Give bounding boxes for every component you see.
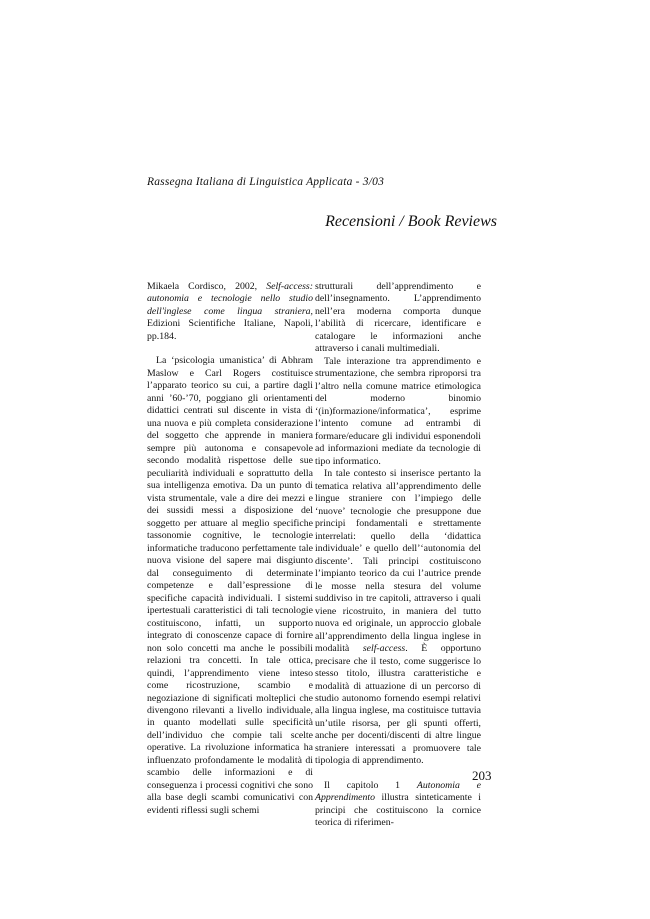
right-paragraph-3-text-a: In tale contesto si inserisce pertanto la tematica relativa all’apprendimento delle lingue straniere con l’impiego delle ‘nuove’ tecnologie che presuppone due principi fondamentali e strettamente interrelati: quello della ‘didattica individuale’ e quello dell’‘autonomia del discente’. Tali principi costituiscono l’impianto teorico da cui l’autrice prende le mosse nella stesura del volume suddiviso in tre capitoli, attraverso i quali viene ricostruito, in maniera del tutto nuova ed originale, un approccio globale all’apprendimento della lingua inglese in modalità	[315, 468, 481, 655]
left-paragraph-1: La ‘psicologia umanistica’ di Abhram Maslow e Carl Rogers costituisce l’apparato teorico su cui, a partire dagli anni ’60-’70, poggiano gli orientamenti didattici centrati sul discente in vista di una nuova e più completa considerazione del soggetto che apprende in maniera sempre più autonoma e consapevole secondo modalità rispettose delle sue peculiarità individuali e soprattutto della sua intelligenza emotiva. Da un punto di vista strumentale, vale a dire dei mezzi e dei sussidi messi a disposizione del soggetto per attuare al meglio specifiche tassonomie cognitive, le tecnologie informatiche traducono perfettamente tale nuova visione del sapere mai disgiunto dal conseguimento di determinate competenze e dall’espressione di specifiche capacità individuali. I sistemi ipertestuali caratteristici di tali tecnologie costituiscono, infatti, un supporto integrato di conoscenze capace di fornire non solo concetti ma anche le possibili relazioni tra concetti. In tale ottica, quindi, l’apprendimento viene inteso come ricostruzione, scambio e negoziazione di significati molteplici che divengono rilevanti a livello individuale, in quanto modellati sulle specificità dell’individuo che compie tali scelte operative. La rivoluzione informatica ha influenzato profondamente le modalità di scambio delle informazioni e di conseguenza i processi cognitivi che sono alla base degli scambi comunicativi con evidenti riflessi sugli schemi	[147, 355, 313, 816]
right-paragraph-2: Tale interazione tra apprendimento e strumentazione, che sembra riproporsi tra l’altro nella comune matrice etimologica del moderno binomio ‘(in)formazione/informatica’, esprime l’intento comune ad entrambi di formare/educare gli individui esponendoli ad informazioni mediate da tecnologie di tipo informatico.	[315, 355, 481, 467]
section-title: Recensioni / Book Reviews	[325, 213, 497, 230]
reference-author: Mikaela Cordisco, 2002,	[147, 281, 258, 292]
right-paragraph-3-text-b: . È opportuno precisare che il testo, come suggerisce lo stesso titolo, illustra caratteristiche e modalità di attuazione di un percorso di studio autonomo fornendo esempi relativi alla lingua inglese, ma costituisce tuttavia un’utile risorsa, per gli spunti offerti, anche per docenti/discenti di altre lingue straniere interessati a promuovere tale tipologia di apprendimento.	[315, 643, 482, 767]
self-access-term: self-access	[362, 643, 406, 655]
right-paragraph-4-rest: illustra sinteticamente i principi che costituiscono la cornice teorica di riferimen-	[315, 792, 481, 829]
right-paragraph-4	[315, 780, 481, 830]
reference-publisher: Edizioni Scientifiche Italiane, Napoli, pp.184.	[147, 318, 313, 342]
chapter-title: Autonomia e Apprendimento	[315, 779, 482, 804]
right-paragraph-4-lead: Il capitolo 1	[324, 779, 401, 791]
right-column	[315, 281, 481, 830]
reference-book-title: Self-access: autonomia e tecnologie nello studio dell'inglese come lingua straniera,	[147, 281, 313, 317]
running-head: Rassegna Italiana di Linguistica Applicata - 3/03	[147, 176, 385, 188]
book-reference	[147, 281, 313, 343]
right-paragraph-3	[315, 468, 481, 768]
page-number: 203	[472, 768, 492, 783]
left-column	[147, 281, 313, 817]
right-paragraph-1: strutturali dell’apprendimento e dell’insegnamento. L’apprendimento nell’era moderna comporta dunque l’abilità di ricercare, identificare e catalogare le informazioni anche attraverso i canali multimediali.	[315, 281, 481, 355]
